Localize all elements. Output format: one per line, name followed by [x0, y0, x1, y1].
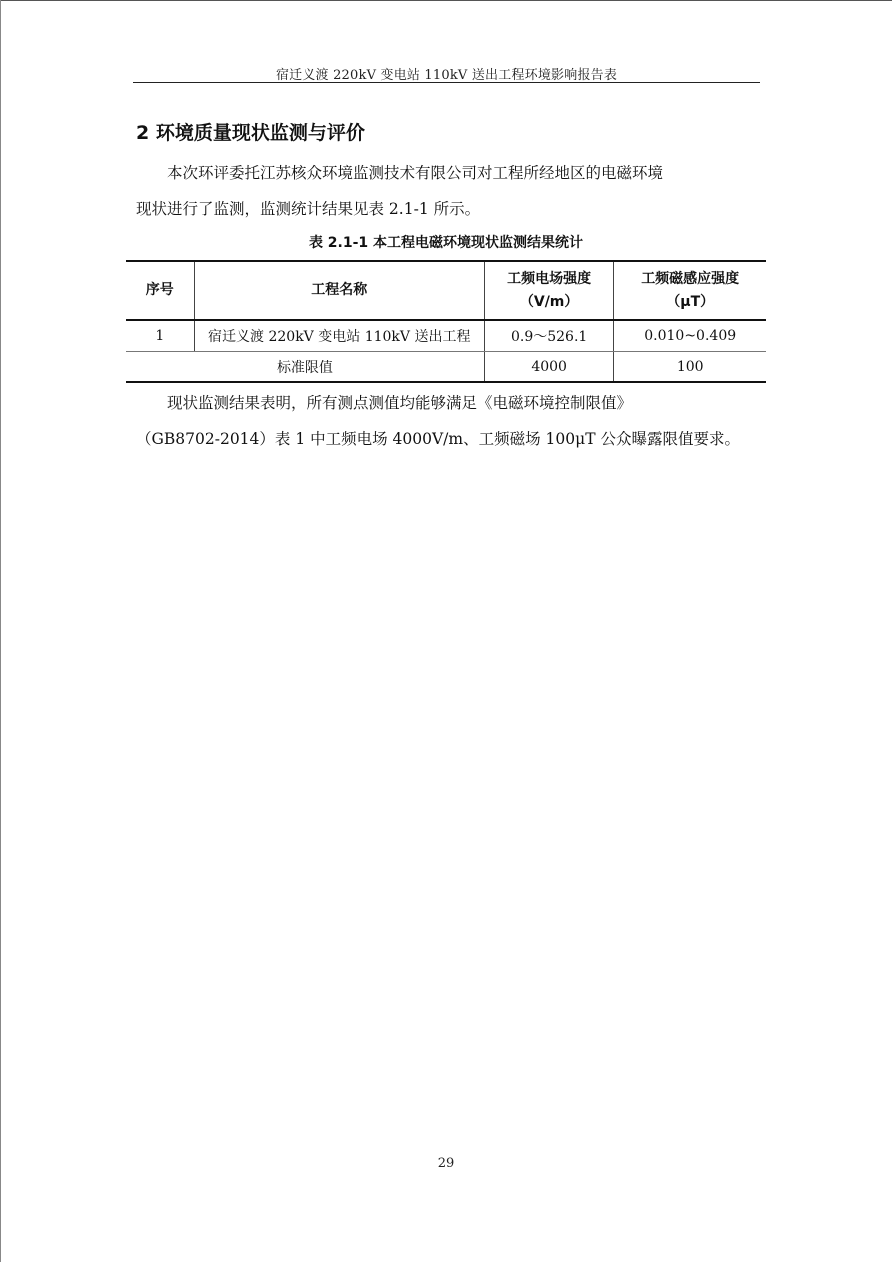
page-number: 29: [437, 1156, 455, 1171]
header-magnetic-field-unit: （μT）: [666, 293, 715, 310]
cell-limit-electric-field: 4000: [484, 352, 614, 383]
header-electric-field: [484, 261, 614, 320]
header-electric-field-unit: （V/m）: [519, 293, 579, 310]
cell-limit-magnetic-field: 100: [614, 352, 766, 383]
standard-limit-row: [126, 352, 766, 383]
cell-magnetic-field: 0.010~0.409: [614, 320, 766, 352]
monitoring-results-table: [126, 260, 766, 383]
section-title: 2 环境质量现状监测与评价: [136, 122, 365, 144]
intro-paragraph: [136, 155, 760, 227]
header-magnetic-field: [614, 261, 766, 320]
conclusion-line-2: （GB8702-2014）表 1 中工频电场 4000V/m、工频磁场 100μT 公众曝露限值要求。: [136, 430, 740, 448]
conclusion-line-1: 现状监测结果表明，所有测点测值均能够满足《电磁环境控制限值》: [167, 394, 633, 412]
header-magnetic-field-label: 工频磁感应强度: [641, 270, 740, 287]
header-project-name: 工程名称: [194, 261, 484, 320]
table-caption: 表 2.1-1 本工程电磁环境现状监测结果统计: [308, 235, 584, 251]
conclusion-paragraph: [136, 385, 760, 457]
page-top-edge: [0, 0, 892, 1]
cell-no: 1: [126, 320, 194, 352]
header-electric-field-label: 工频电场强度: [507, 270, 592, 287]
intro-line-2: 现状进行了监测，监测统计结果见表 2.1-1 所示。: [136, 200, 481, 218]
table-header-row: [126, 261, 766, 320]
header-no: 序号: [126, 261, 194, 320]
cell-limit-label: 标准限值: [126, 352, 484, 383]
running-header: 宿迁义渡 220kV 变电站 110kV 送出工程环境影响报告表: [275, 68, 618, 83]
cell-electric-field: 0.9～526.1: [484, 320, 614, 352]
intro-line-1: 本次环评委托江苏核众环境监测技术有限公司对工程所经地区的电磁环境: [167, 164, 664, 182]
header-rule: [133, 82, 760, 83]
table-row: [126, 320, 766, 352]
cell-project-name: 宿迁义渡 220kV 变电站 110kV 送出工程: [194, 320, 484, 352]
page-left-edge: [0, 0, 1, 1262]
